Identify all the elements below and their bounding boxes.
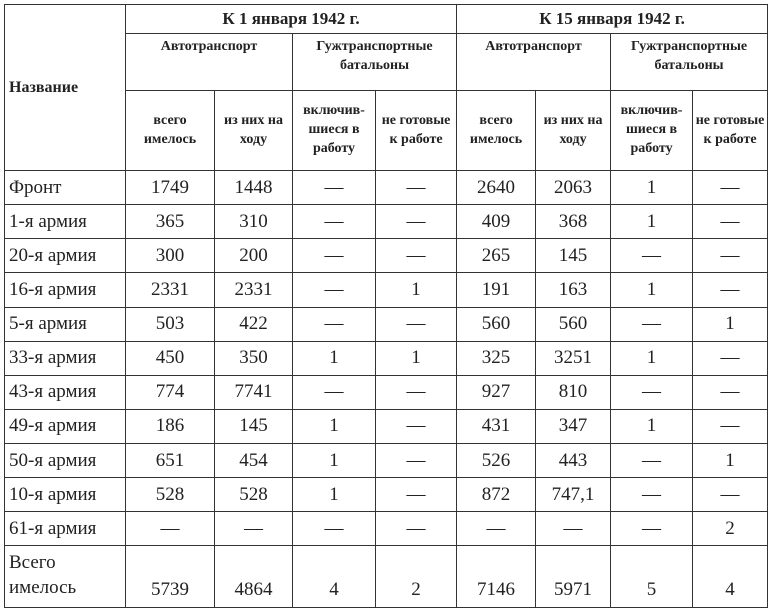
table-cell: 368 xyxy=(536,205,611,239)
table-cell: 4 xyxy=(293,546,376,608)
row-name: Фронт xyxy=(5,171,126,205)
row-name: 10-я армия xyxy=(5,478,126,512)
table-cell: 872 xyxy=(457,478,536,512)
table-cell: — xyxy=(293,171,376,205)
subheader-in-work: включив-шиеся в работу xyxy=(293,91,376,171)
table-cell: 145 xyxy=(215,409,293,443)
table-cell: — xyxy=(611,375,693,409)
table-cell: 528 xyxy=(126,478,215,512)
table-cell: — xyxy=(536,512,611,546)
table-cell: 1 xyxy=(376,341,457,375)
table-cell: 1 xyxy=(611,205,693,239)
table-cell: 560 xyxy=(536,307,611,341)
table-cell: 810 xyxy=(536,375,611,409)
table-cell: — xyxy=(376,239,457,273)
table-cell: 186 xyxy=(126,409,215,443)
table-cell: — xyxy=(611,478,693,512)
table-cell: — xyxy=(293,205,376,239)
table-cell: 325 xyxy=(457,341,536,375)
subheader-not-ready: не готовые к работе xyxy=(376,91,457,171)
transport-table xyxy=(4,4,768,608)
table-row xyxy=(5,205,768,239)
table-row xyxy=(5,444,768,478)
table-row xyxy=(5,273,768,307)
table-cell: — xyxy=(376,171,457,205)
table-cell: 347 xyxy=(536,409,611,443)
table-cell: 443 xyxy=(536,444,611,478)
table-cell: 409 xyxy=(457,205,536,239)
row-name: 33-я армия xyxy=(5,341,126,375)
table-cell: 365 xyxy=(126,205,215,239)
table-cell: 1 xyxy=(611,341,693,375)
table-cell: 5 xyxy=(611,546,693,608)
table-cell: 1 xyxy=(293,444,376,478)
table-row xyxy=(5,239,768,273)
row-name: 1-я армия xyxy=(5,205,126,239)
table-cell: 1 xyxy=(376,273,457,307)
table-row xyxy=(5,478,768,512)
table-cell: — xyxy=(376,444,457,478)
subheader-running: из них на ходу xyxy=(215,91,293,171)
table-cell: 4864 xyxy=(215,546,293,608)
table-cell: 163 xyxy=(536,273,611,307)
subheader-running: из них на ходу xyxy=(536,91,611,171)
table-cell: 300 xyxy=(126,239,215,273)
table-cell: 422 xyxy=(215,307,293,341)
table-cell: 200 xyxy=(215,239,293,273)
table-row xyxy=(5,512,768,546)
table-cell: 927 xyxy=(457,375,536,409)
table-cell: 651 xyxy=(126,444,215,478)
table-cell: 1749 xyxy=(126,171,215,205)
table-row xyxy=(5,341,768,375)
table-cell: 503 xyxy=(126,307,215,341)
table-cell: — xyxy=(376,478,457,512)
table-cell: — xyxy=(693,478,768,512)
subheader-in-work: включив-шиеся в работу xyxy=(611,91,693,171)
table-cell: — xyxy=(693,239,768,273)
table-cell: — xyxy=(376,205,457,239)
row-name: Всего имелось xyxy=(5,546,126,608)
table-cell: — xyxy=(376,375,457,409)
table-cell: 1 xyxy=(611,409,693,443)
table-cell: 4 xyxy=(693,546,768,608)
table-cell: 1 xyxy=(293,409,376,443)
header-autotransport: Автотранспорт xyxy=(457,34,611,91)
row-name: 49-я армия xyxy=(5,409,126,443)
table-cell: — xyxy=(611,307,693,341)
table-cell: 350 xyxy=(215,341,293,375)
table-row xyxy=(5,307,768,341)
table-cell: — xyxy=(611,239,693,273)
table-cell: — xyxy=(293,512,376,546)
table-cell: 1 xyxy=(693,307,768,341)
table-body xyxy=(5,171,768,608)
table-cell: 747,1 xyxy=(536,478,611,512)
table-row xyxy=(5,409,768,443)
table-row xyxy=(5,375,768,409)
table-cell: 145 xyxy=(536,239,611,273)
row-name: 20-я армия xyxy=(5,239,126,273)
table-cell: — xyxy=(611,444,693,478)
table-cell: — xyxy=(457,512,536,546)
table-cell: 454 xyxy=(215,444,293,478)
table-cell: — xyxy=(693,273,768,307)
subheader-total: всего имелось xyxy=(126,91,215,171)
row-name: 43-я армия xyxy=(5,375,126,409)
header-horse-battalions: Гужтранспортные батальоны xyxy=(293,34,457,91)
table-cell: — xyxy=(376,512,457,546)
table-cell: — xyxy=(611,512,693,546)
header-period-jan15: К 15 января 1942 г. xyxy=(457,5,768,34)
table-cell: 3251 xyxy=(536,341,611,375)
table-cell: — xyxy=(693,171,768,205)
table-cell: — xyxy=(293,273,376,307)
table-row xyxy=(5,171,768,205)
table-cell: 310 xyxy=(215,205,293,239)
table-cell: 560 xyxy=(457,307,536,341)
table-cell: 1 xyxy=(293,478,376,512)
header-autotransport: Автотранспорт xyxy=(126,34,293,91)
table-cell: 2331 xyxy=(126,273,215,307)
table-cell: — xyxy=(376,409,457,443)
total-row xyxy=(5,546,768,608)
table-cell: 7146 xyxy=(457,546,536,608)
table-cell: 1448 xyxy=(215,171,293,205)
table-cell: 2331 xyxy=(215,273,293,307)
table-cell: 1 xyxy=(611,171,693,205)
table-cell: — xyxy=(126,512,215,546)
table-cell: 191 xyxy=(457,273,536,307)
table-cell: — xyxy=(376,307,457,341)
table-cell: 7741 xyxy=(215,375,293,409)
table-cell: 5739 xyxy=(126,546,215,608)
table-cell: 450 xyxy=(126,341,215,375)
table-cell: — xyxy=(215,512,293,546)
table-cell: — xyxy=(293,239,376,273)
subheader-not-ready: не готовые к работе xyxy=(693,91,768,171)
table-cell: 774 xyxy=(126,375,215,409)
table-cell: — xyxy=(293,307,376,341)
table-cell: — xyxy=(693,341,768,375)
table-cell: — xyxy=(693,375,768,409)
row-name: 16-я армия xyxy=(5,273,126,307)
table-cell: 5971 xyxy=(536,546,611,608)
table-cell: 2063 xyxy=(536,171,611,205)
table-cell: 1 xyxy=(293,341,376,375)
table-cell: 528 xyxy=(215,478,293,512)
table-cell: — xyxy=(293,375,376,409)
row-name: 5-я армия xyxy=(5,307,126,341)
table-cell: 2 xyxy=(376,546,457,608)
table-cell: — xyxy=(693,409,768,443)
table-cell: — xyxy=(693,205,768,239)
row-name: 61-я армия xyxy=(5,512,126,546)
header-period-jan1: К 1 января 1942 г. xyxy=(126,5,457,34)
table-cell: 431 xyxy=(457,409,536,443)
subheader-total: всего имелось xyxy=(457,91,536,171)
table-cell: 265 xyxy=(457,239,536,273)
row-name: 50-я армия xyxy=(5,444,126,478)
header-name: Название xyxy=(5,5,126,171)
table-cell: 2 xyxy=(693,512,768,546)
table-cell: 2640 xyxy=(457,171,536,205)
header-horse-battalions: Гужтранспортные батальоны xyxy=(611,34,768,91)
table-cell: 1 xyxy=(611,273,693,307)
table-cell: 1 xyxy=(693,444,768,478)
table-cell: 526 xyxy=(457,444,536,478)
